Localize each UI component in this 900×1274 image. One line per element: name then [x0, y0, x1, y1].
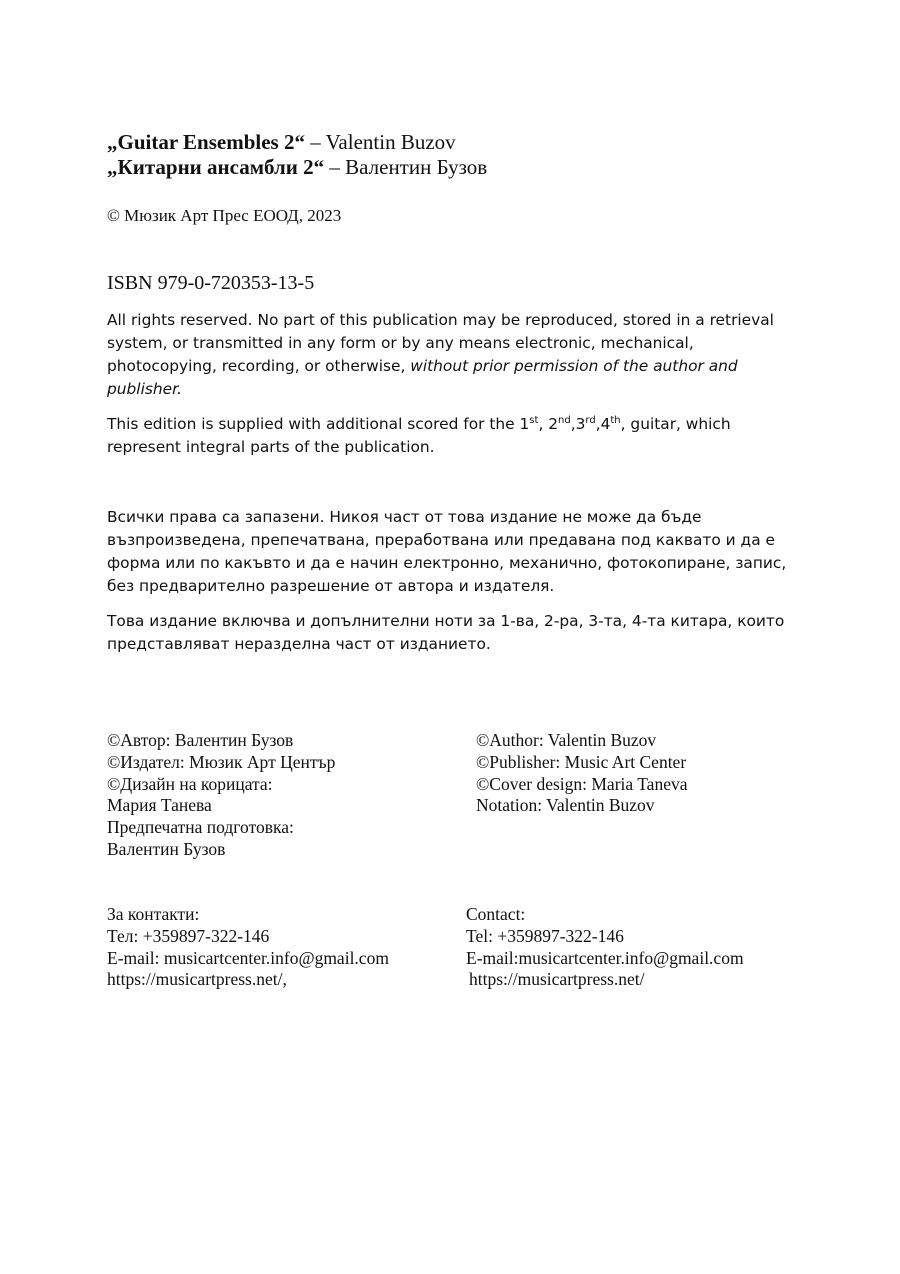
contact-bg-heading: За контакти: — [107, 904, 200, 924]
contact-en-heading: Contact: — [466, 904, 526, 924]
rights-bulgarian: Всички права са запазени. Никоя част от това издание не може да бъде възпроизведена, препечатвана, преработвана или предавана под каквато и да е форма или по какъвто и да е начин електронно, механично, фотокопиране, запис, без предварително разрешение от автора и издателя. — [107, 508, 787, 595]
credit-en-line: ©Author: Valentin Buzov — [476, 730, 657, 750]
edition-text-3: ,3 — [570, 415, 586, 433]
rights-english-italic: without prior permission of the author and publisher. — [107, 357, 738, 398]
credits-bulgarian — [107, 730, 335, 861]
edition-sup-1: st — [529, 414, 539, 426]
contacts-bulgarian — [107, 904, 389, 991]
contact-bg-email: E-mail: musicartcenter.info@gmail.com — [107, 947, 389, 968]
rights-english-text: All rights reserved. No part of this publication may be reproduced, stored in a retrieval system, or transmitted in any form or by any means electronic, mechanical, photocopying, recording, or otherwise, — [107, 311, 774, 375]
title-english-author: – Valentin Buzov — [304, 130, 456, 154]
contact-en-phone: Tel: +359897-322-146 — [466, 925, 624, 946]
edition-text-1: This edition is supplied with additional scored for the 1 — [107, 415, 530, 433]
credits-english — [476, 730, 687, 817]
copyright-line: © Мюзик Арт Прес ЕООД, 2023 — [107, 206, 342, 225]
title-bulgarian-bold: „Китарни ансамбли 2“ — [107, 155, 325, 179]
credit-en-line: ©Publisher: Music Art Center — [476, 751, 687, 772]
contact-en-email: E-mail:musicartcenter.info@gmail.com — [466, 947, 744, 968]
credit-bg-line: ©Дизайн на корицата: — [107, 773, 273, 794]
title-bulgarian — [107, 155, 487, 179]
contacts-english — [466, 904, 744, 991]
edition-sup-3: rd — [585, 414, 596, 426]
credit-bg-line: Мария Танева — [107, 795, 212, 816]
edition-text-5: , guitar, which represent integral parts of the publication. — [107, 415, 731, 456]
edition-english — [107, 413, 797, 459]
edition-sup-2: nd — [558, 414, 571, 426]
title-english-bold: „Guitar Ensembles 2“ — [107, 130, 305, 154]
contact-bg-website: https://musicartpress.net/, — [107, 969, 287, 990]
credit-bg-line: Предпечатна подготовка: — [107, 817, 294, 838]
isbn: ISBN 979-0-720353-13-5 — [107, 272, 315, 294]
credit-bg-line: Валентин Бузов — [107, 838, 226, 859]
edition-sup-4: th — [610, 414, 621, 426]
title-bulgarian-author: – Валентин Бузов — [324, 155, 488, 179]
contact-bg-phone: Тел: +359897-322-146 — [107, 925, 270, 946]
rights-english — [107, 309, 797, 401]
edition-text-4: ,4 — [595, 415, 611, 433]
credit-bg-line: ©Автор: Валентин Бузов — [107, 730, 294, 750]
credit-bg-line: ©Издател: Мюзик Арт Център — [107, 751, 336, 772]
edition-text-2: , 2 — [538, 415, 559, 433]
credit-en-line: Notation: Valentin Buzov — [476, 795, 655, 816]
credit-en-line: ©Cover design: Maria Taneva — [476, 773, 688, 794]
title-english — [107, 130, 456, 154]
contact-en-website: https://musicartpress.net/ — [469, 969, 645, 990]
edition-bulgarian: Това издание включва и допълнителни ноти за 1-ва, 2-ра, 3-та, 4-та китара, които представляват неразделна част от изданието. — [107, 612, 785, 653]
